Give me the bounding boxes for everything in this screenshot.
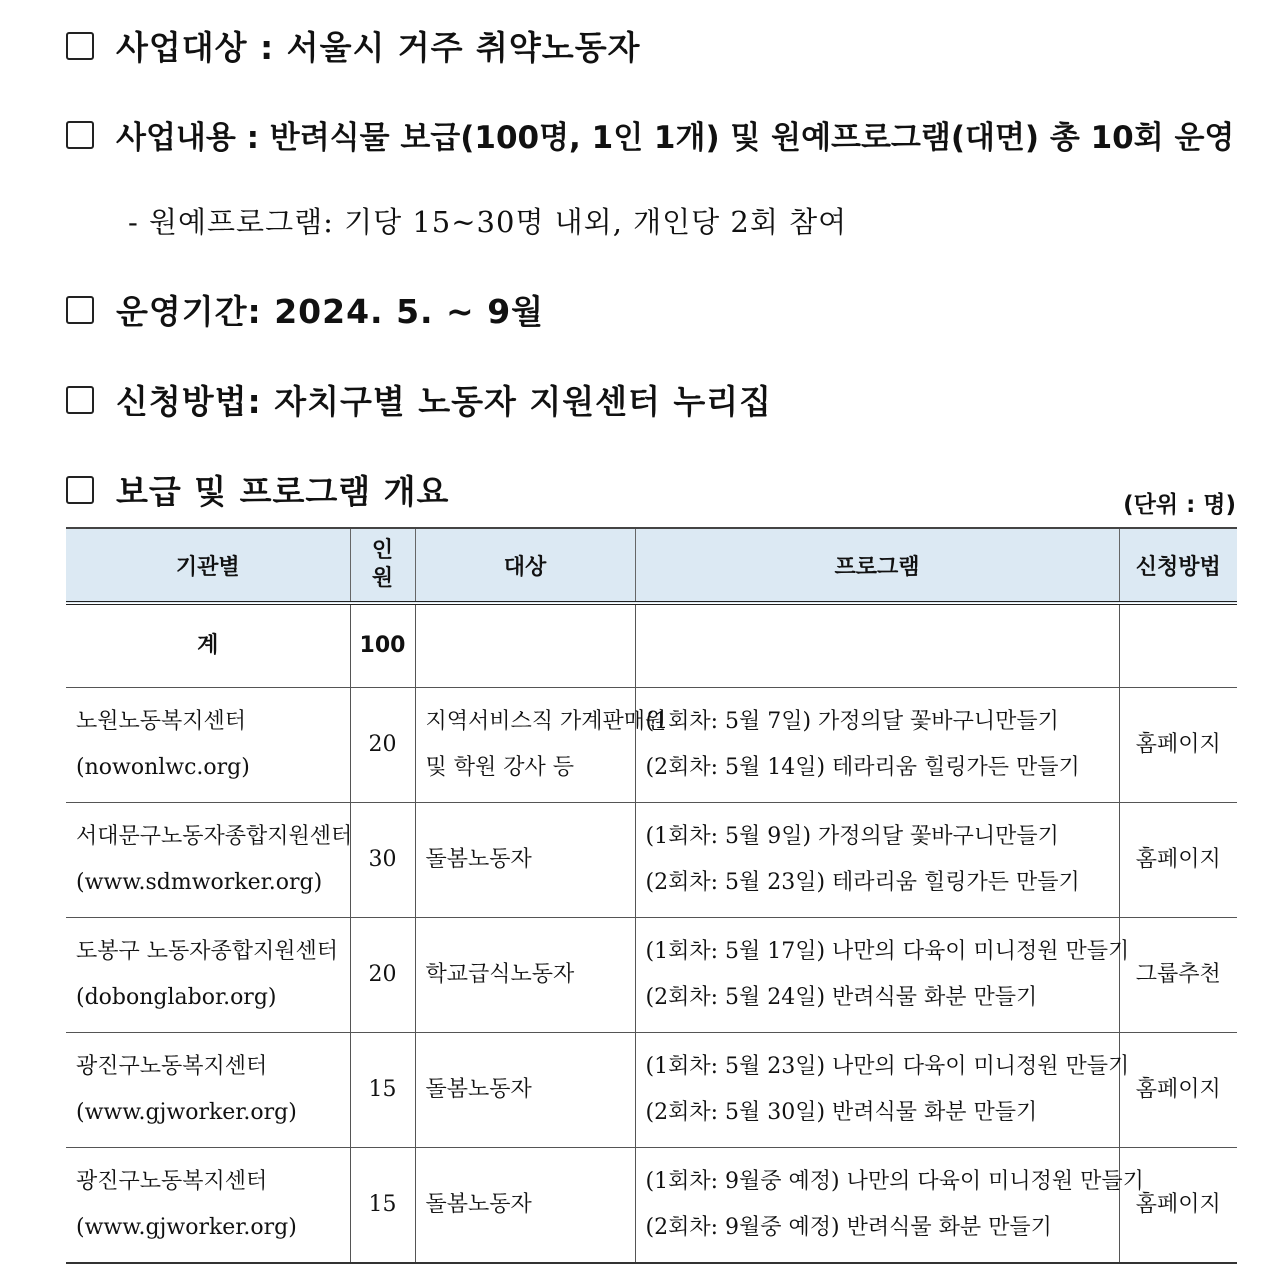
org-cell bbox=[66, 918, 350, 1033]
table-row bbox=[66, 918, 1237, 1033]
section-label: 신청방법: 자치구별 노동자 지원센터 누리집 bbox=[116, 382, 772, 421]
section-label: 사업대상 : 서울시 거주 취약노동자 bbox=[116, 28, 641, 67]
apply-cell: 홈페이지 bbox=[1119, 688, 1237, 803]
header-apply: 신청방법 bbox=[1119, 528, 1237, 603]
table-row bbox=[66, 688, 1237, 803]
total-label: 계 bbox=[66, 603, 350, 688]
org-cell bbox=[66, 803, 353, 918]
apply-cell: 홈페이지 bbox=[1119, 1033, 1237, 1148]
program-cell: (1회차: 5월 7일) 가정의달 꽃바구니만들기 (2회차: 5월 14일) 테라리움 힐링가든 만들기 bbox=[635, 688, 1119, 803]
header-target: 대상 bbox=[415, 528, 635, 603]
org-url: (www.sdmworker.org) bbox=[76, 870, 323, 895]
program-cell: (1회차: 5월 23일) 나만의 다육이 미니정원 만들기 (2회차: 5월 30일) 반려식물 화분 만들기 bbox=[635, 1033, 1119, 1148]
target-cell: 돌봄노동자 bbox=[415, 1033, 635, 1148]
org-cell bbox=[66, 1033, 350, 1148]
org-name: 노원노동복지센터 bbox=[76, 709, 247, 734]
total-count: 100 bbox=[350, 603, 415, 688]
count-cell: 20 bbox=[350, 688, 415, 803]
target-cell: 돌봄노동자 bbox=[415, 1148, 635, 1264]
header-count: 인 원 bbox=[350, 528, 415, 603]
section-apply-method bbox=[66, 376, 772, 423]
section-target bbox=[66, 22, 640, 69]
org-url: (dobonglabor.org) bbox=[76, 985, 277, 1010]
checkbox-icon bbox=[66, 386, 94, 414]
target-cell: 지역서비스직 가계판매원 및 학원 강사 등 bbox=[415, 688, 635, 803]
program-table bbox=[66, 527, 1237, 1264]
checkbox-icon bbox=[66, 121, 94, 149]
count-cell: 15 bbox=[350, 1148, 415, 1264]
checkbox-icon bbox=[66, 296, 94, 324]
count-cell: 30 bbox=[350, 803, 415, 918]
org-name: 광진구노동복지센터 bbox=[76, 1054, 268, 1079]
target-cell: 돌봄노동자 bbox=[415, 803, 635, 918]
header-program: 프로그램 bbox=[635, 528, 1119, 603]
count-cell: 15 bbox=[350, 1033, 415, 1148]
section-period bbox=[66, 286, 544, 333]
section-label: 보급 및 프로그램 개요 bbox=[116, 472, 450, 511]
header-org: 기관별 bbox=[66, 528, 350, 603]
section-label: 운영기간: 2024. 5. ~ 9월 bbox=[116, 292, 545, 331]
org-url: (www.gjworker.org) bbox=[76, 1100, 297, 1125]
total-apply bbox=[1119, 603, 1237, 688]
org-cell bbox=[66, 688, 350, 803]
section-content bbox=[66, 112, 1234, 157]
table-header-row bbox=[66, 528, 1237, 603]
section-label: 사업내용 : 반려식물 보급(100명, 1인 1개) 및 원예프로그램(대면) 총 10회 운영 bbox=[116, 120, 1235, 156]
apply-cell: 홈페이지 bbox=[1119, 803, 1237, 918]
org-url: (nowonlwc.org) bbox=[76, 755, 250, 780]
table-row bbox=[66, 803, 1237, 918]
table-row bbox=[66, 1033, 1237, 1148]
checkbox-icon bbox=[66, 476, 94, 504]
total-target bbox=[415, 603, 635, 688]
total-program bbox=[635, 603, 1119, 688]
org-cell bbox=[66, 1148, 350, 1264]
apply-cell: 홈페이지 bbox=[1119, 1148, 1237, 1264]
sub-note: - 원예프로그램: 기당 15~30명 내외, 개인당 2회 참여 bbox=[128, 205, 848, 239]
org-name: 광진구노동복지센터 bbox=[76, 1169, 268, 1194]
section-overview bbox=[66, 466, 449, 513]
apply-cell: 그룹추천 bbox=[1119, 918, 1237, 1033]
program-cell: (1회차: 5월 9일) 가정의달 꽃바구니만들기 (2회차: 5월 23일) 테라리움 힐링가든 만들기 bbox=[635, 803, 1119, 918]
count-cell: 20 bbox=[350, 918, 415, 1033]
program-cell: (1회차: 5월 17일) 나만의 다육이 미니정원 만들기 (2회차: 5월 24일) 반려식물 화분 만들기 bbox=[635, 918, 1119, 1033]
table-total-row bbox=[66, 603, 1237, 688]
target-cell: 학교급식노동자 bbox=[415, 918, 635, 1033]
unit-label: (단위 : 명) bbox=[1123, 492, 1236, 518]
org-name: 서대문구노동자종합지원센터 bbox=[76, 824, 353, 849]
org-name: 도봉구 노동자종합지원센터 bbox=[76, 939, 339, 964]
checkbox-icon bbox=[66, 32, 94, 60]
program-cell: (1회차: 9월중 예정) 나만의 다육이 미니정원 만들기 (2회차: 9월중 예정) 반려식물 화분 만들기 bbox=[635, 1148, 1119, 1264]
table-row bbox=[66, 1148, 1237, 1264]
org-url: (www.gjworker.org) bbox=[76, 1215, 297, 1240]
